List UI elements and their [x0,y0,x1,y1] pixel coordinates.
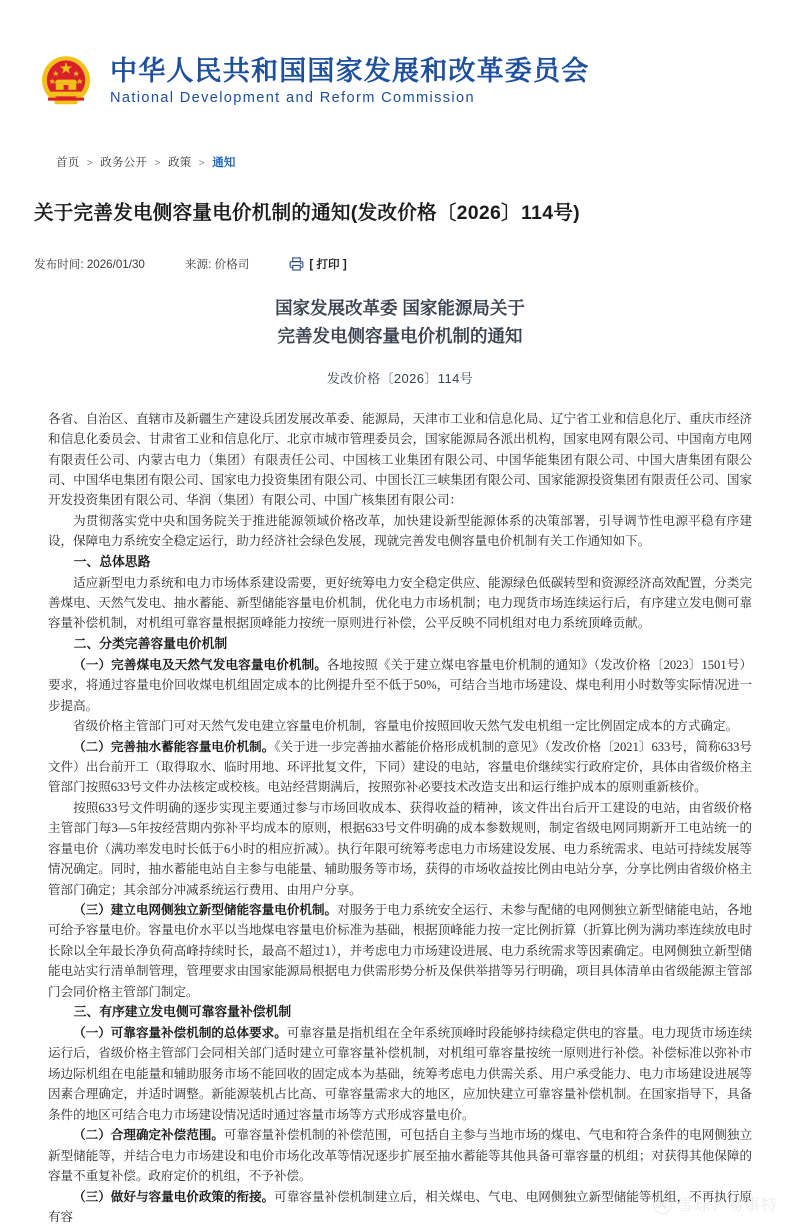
section-3-lead-3: （三）做好与容量电价政策的衔接。 [73,1189,275,1204]
section-3-text-3: 可靠容量补偿机制建立后，相关煤电、气电、电网侧独立新型储能等机组，不再执行原有容 [48,1189,753,1224]
section-3-paragraph-3 [48,1187,752,1227]
section-2-paragraph-5 [48,900,752,1002]
section-2-paragraph-3 [48,737,752,798]
section-2-paragraph-2: 省级价格主管部门可对天然气发电建立容量电价机制，容量电价按照回收天然气发电机组一定比例固定成本的方式确定。 [73,719,739,734]
article-meta [34,256,800,272]
publish-time-label: 发布时间: [34,258,84,271]
document-recipients: 各省、自治区、直辖市及新疆生产建设兵团发展改革委、能源局，天津市工业和信息化局、辽宁省工业和信息化厅、重庆市经济和信息化委员会、甘肃省工业和信息化厅、北京市城市管理委员会，国家能源局各派出机构，国家电网有限公司、中国南方电网有限责任公司、内蒙古电力（集团）有限责任公司、中国核工业集团有限公司、中国华能集团有限公司、中国大唐集团有限公司、中国华电集团有限公司、国家电力投资集团有限公司、中国长江三峡集团有限公司、国家能源投资集团有限责任公司、国家开发投资集团有限公司、华润（集团）有限公司、中国广核集团有限公司： [48,411,752,508]
section-2-paragraph-4: 按照633号文件明确的逐步实现主要通过参与市场回收成本、获得收益的精神，该文件出台后开工建设的电站，由省级价格主管部门每3—5年按经营期内弥补平均成本的原则，根据633号文件明确的成本参数规则，制定省级电网同期新开工电站统一的容量电价（满功率发电时长低于6小时的相应折减）。执行年限可统筹考虑电力市场建设发展、电力系统需求、电站可持续发展等情况确定。同时，抽水蓄能电站自主参与电能量、辅助服务等市场，获得的市场收益按比例由电站分享，分享比例由省级价格主管部门确定；其余部分冲减系统运行费用、由用户分享。 [48,800,752,897]
breadcrumb [56,154,800,170]
section-heading-2: 二、分类完善容量电价机制 [73,635,228,651]
document-headline-line2: 完善发电侧容量电价机制的通知 [277,326,523,347]
page-title: 关于完善发电侧容量电价机制的通知(发改价格〔2026〕114号) [34,202,580,224]
publish-time [34,256,145,272]
print-label: [ 打印 ] [309,258,347,271]
section-heading-1: 一、总体思路 [73,553,151,569]
section-3-text-2: 可靠容量补偿机制的补偿范围，可包括自主参与当地市场的煤电、气电和符合条件的电网侧独立新型储能等，并结合电力市场建设和电价市场化改革等情况逐步扩展至抽水蓄能等其他具备可靠容量的机组；对获得其他保障的容量不重复补偿。政府定价的机组，不予补偿。 [48,1128,752,1184]
section-3-paragraph-2 [48,1125,752,1186]
site-brand [110,56,589,107]
section-3-text-1: 可靠容量是指机组在全年系统顶峰时段能够持续稳定供电的容量。电力现货市场连续运行后，省级价格主管部门会同相关部门适时建立可靠容量补偿机制，对机组可靠容量按统一原则进行补偿。补偿标准以弥补市场边际机组在电能量和辅助服务市场不能回收的固定成本为基础，统筹考虑电力供需关系、用户承受能力、电力市场建设进展等因素合理确定，并适时调整。新能源装机占比高、可靠容量需求大的地区，应加快建立可靠容量补偿机制。在国家指导下，具备条件的地区可结合电力市场建设情况适时通过容量市场等方式形成容量电价。 [48,1026,753,1122]
section-heading-3: 三、有序建立发电侧可靠容量补偿机制 [73,1004,292,1020]
site-name-en: National Development and Reform Commission [110,89,475,106]
printer-icon [289,257,304,271]
section-2-text-3: 《关于进一步完善抽水蓄能价格形成机制的意见》（发改价格〔2021〕633号，简称633号文件）出台前开工（取得取水、临时用地、环评批复文件，下同）建设的电站，容量电价继续实行政府定价，具体由省级价格主管部门按照633号文件办法核定或校核。电站经营期满后，按照弥补必要技术改造支出和运行维护成本的原则重新核价。 [48,739,752,795]
section-2-paragraph-1 [48,655,752,716]
section-2-text-5: 对服务于电力系统安全运行、未参与配储的电网侧独立新型储能电站，各地可给予容量电价。容量电价水平以当地煤电容量电价标准为基础，根据顶峰能力按一定比例折算（折算比例为满功率连续放电时长除以全年最长净负荷高峰持续时长，最高不超过1），并考虑电力市场建设进展、电力系统需求等因素确定。电网侧独立新型储能电站实行清单制管理，管理要求由国家能源局根据电力供需形势分析及保供举措等另行明确，项目具体清单由省级能源主管部门会同价格主管部门制定。 [48,903,752,999]
china-national-emblem-icon [36,52,96,112]
section-3-paragraph-1 [48,1023,752,1125]
document-headline [48,294,752,351]
document-preamble: 为贯彻落实党中央和国务院关于推进能源领域价格改革，加快建设新型能源体系的决策部署，引导调节性电源平稳有序建设，保障电力系统安全稳定运行，助力经济社会绿色发展，现就完善发电侧容量电价机制有关工作通知如下。 [48,513,752,549]
site-header [0,0,800,112]
section-2-text-1: 各地按照《关于建立煤电容量电价机制的通知》（发改价格〔2023〕1501号）要求，将通过容量电价回收煤电机组固定成本的比例提升至不低于50%，可结合当地市场建设、煤电利用小时数等实际情况进一步提高。 [48,657,752,713]
section-2-lead-3: （二）完善抽水蓄能容量电价机制。 [73,739,275,754]
document-body [48,294,752,1227]
section-1-paragraph-1: 适应新型电力系统和电力市场体系建设需要，更好统筹电力安全稳定供应、能源绿色低碳转型和资源经济高效配置，分类完善煤电、天然气发电、抽水蓄能、新型储能容量电价机制，优化电力市场机制；电力现货市场连续运行后，有序建立发电侧可靠容量补偿机制，对机组可靠容量根据顶峰能力按统一原则进行补偿，公平反映不同机组对电力系统顶峰贡献。 [48,575,752,631]
section-2-lead-1: （一）完善煤电及天然气发电容量电价机制。 [73,657,328,672]
section-2-lead-5: （三）建立电网侧独立新型储能容量电价机制。 [73,903,338,917]
breadcrumb-item-policy[interactable]: 政策 [167,157,192,169]
document-number: 发改价格〔2026〕114号 [326,370,474,386]
breadcrumb-item-home[interactable]: 首页 [56,157,80,169]
print-button[interactable] [289,256,346,272]
breadcrumb-separator: > [198,158,205,169]
breadcrumb-separator: > [86,158,93,169]
watermark-text: 雪球：易事特 [677,1197,778,1215]
article-source [185,256,249,272]
article-source-value: 价格司 [214,258,250,271]
section-3-lead-2: （二）合理确定补偿范围。 [73,1128,224,1143]
article-source-label: 来源: [184,258,212,271]
site-name-cn: 中华人民共和国国家发展和改革委员会 [110,56,590,87]
document-headline-line1: 国家发展改革委 国家能源局关于 [275,298,525,318]
publish-time-value: 2026/01/30 [86,258,145,271]
breadcrumb-item-government-affairs[interactable]: 政务公开 [100,157,148,169]
breadcrumb-separator: > [154,158,161,169]
section-3-lead-1: （一）可靠容量补偿机制的总体要求。 [73,1026,287,1041]
breadcrumb-item-notice[interactable]: 通知 [212,157,236,169]
